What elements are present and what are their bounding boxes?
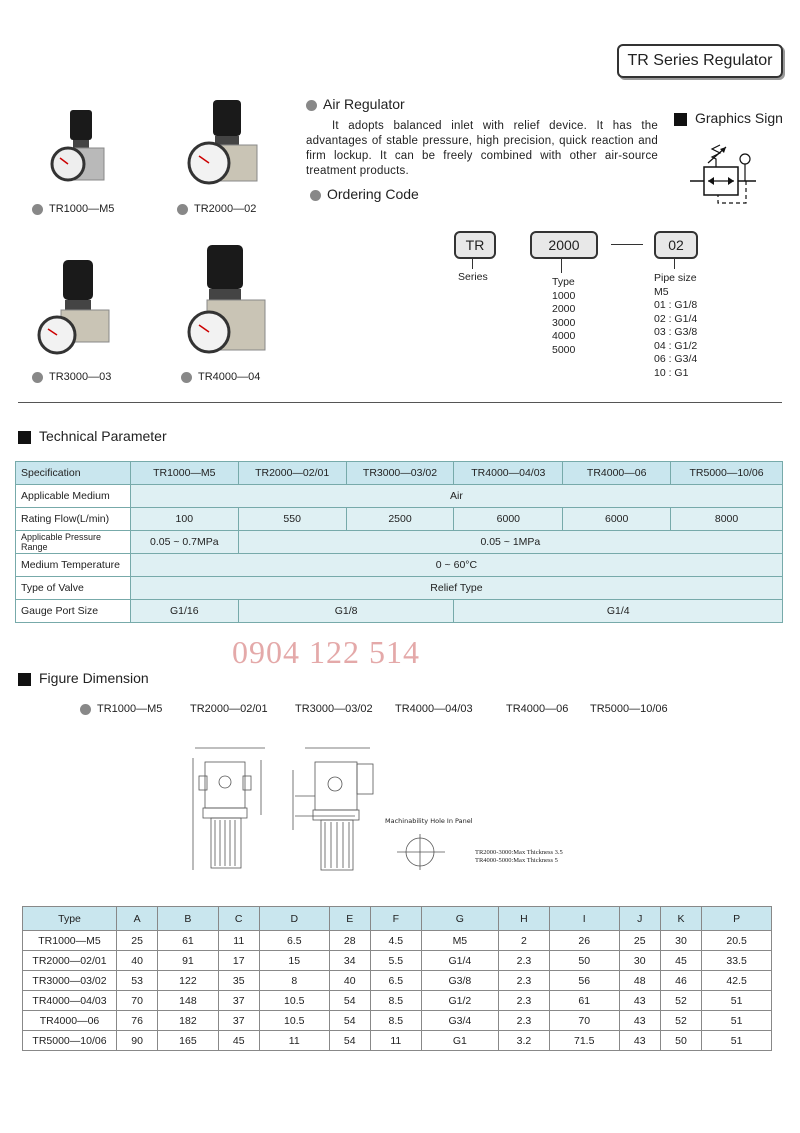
table-cell: 61	[158, 931, 218, 951]
table-cell: 10.5	[259, 1011, 329, 1031]
table-cell: M5	[421, 931, 498, 951]
dimension-drawing-front	[185, 740, 275, 880]
air-regulator-heading: Air Regulator	[306, 96, 405, 112]
table-cell: 28	[329, 931, 370, 951]
table-row: Rating Flow(L/min) 100 550 2500 6000 6000 8000	[16, 508, 783, 531]
connector-line	[674, 259, 675, 269]
table-cell: 4.5	[370, 931, 421, 951]
table-row	[23, 971, 772, 991]
table-cell: G1/4	[421, 951, 498, 971]
table-cell: 2.3	[499, 971, 550, 991]
type-list: Type 1000 2000 3000 4000 5000	[552, 276, 576, 356]
figure-model-3: TR3000—03/02	[295, 703, 373, 715]
table-cell: 54	[329, 991, 370, 1011]
technical-parameter-heading: Technical Parameter	[18, 428, 167, 444]
figure-model-1: TR1000—M5	[80, 703, 162, 715]
table-cell: 43	[619, 991, 660, 1011]
table-cell: 2.3	[499, 991, 550, 1011]
table-cell: 26	[549, 931, 619, 951]
code-dash	[611, 244, 643, 245]
table-cell: 148	[158, 991, 218, 1011]
table-cell: 122	[158, 971, 218, 991]
table-cell: 17	[218, 951, 259, 971]
dimension-drawing-side	[285, 740, 385, 880]
figure-model-2: TR2000—02/01	[190, 703, 268, 715]
table-cell: 51	[702, 991, 772, 1011]
table-row: Specification TR1000—M5 TR2000—02/01 TR3000—03/02 TR4000—04/03 TR4000—06 TR5000—10/06	[16, 462, 783, 485]
table-cell: 56	[549, 971, 619, 991]
panel-hole-drawing	[395, 832, 455, 872]
code-type-box: 2000	[530, 231, 598, 259]
table-cell: 54	[329, 1011, 370, 1031]
pipe-size-list: Pipe size M5 01 : G1/8 02 : G1/4 03 : G3/8 04 : G1/2 06 : G3/4 10 : G1	[654, 272, 698, 379]
product-caption-2: TR2000—02	[177, 203, 256, 215]
bullet-icon	[306, 100, 317, 111]
square-bullet-icon	[18, 673, 31, 686]
page-title: TR Series Regulator	[617, 44, 783, 78]
figure-dimension-heading: Figure Dimension	[18, 670, 149, 686]
table-cell: 51	[702, 1031, 772, 1051]
table-cell: TR2000—02/01	[23, 951, 117, 971]
table-header-row: Type A B C D E F G H I J K P	[23, 907, 772, 931]
table-cell: 6.5	[370, 971, 421, 991]
table-cell: 25	[619, 931, 660, 951]
bullet-icon	[310, 190, 321, 201]
table-cell: 45	[218, 1031, 259, 1051]
square-bullet-icon	[18, 431, 31, 444]
regulator-image-tr2000	[185, 95, 275, 200]
table-cell: 3.2	[499, 1031, 550, 1051]
table-cell: 53	[117, 971, 158, 991]
table-cell: 2	[499, 931, 550, 951]
table-cell: 71.5	[549, 1031, 619, 1051]
connector-line	[561, 259, 562, 273]
ordering-code-heading: Ordering Code	[310, 186, 419, 202]
table-cell: 70	[549, 1011, 619, 1031]
table-cell: TR4000—06	[23, 1011, 117, 1031]
table-cell: 25	[117, 931, 158, 951]
table-cell: 70	[117, 991, 158, 1011]
regulator-image-tr4000	[185, 240, 275, 365]
table-cell: 30	[660, 931, 701, 951]
figure-model-4: TR4000—04/03	[395, 703, 473, 715]
table-cell: 33.5	[702, 951, 772, 971]
panel-hole-label: Machinability Hole In Panel	[385, 817, 473, 825]
table-cell: 8	[259, 971, 329, 991]
figure-model-5: TR4000—06	[506, 703, 569, 715]
watermark-phone: 0904 122 514	[232, 634, 420, 670]
table-row: Gauge Port Size G1/16 G1/8 G1/4	[16, 600, 783, 623]
table-cell: 165	[158, 1031, 218, 1051]
table-cell: 34	[329, 951, 370, 971]
product-caption-3: TR3000—03	[32, 371, 111, 383]
table-cell: 37	[218, 991, 259, 1011]
table-row	[23, 1011, 772, 1031]
table-cell: 43	[619, 1011, 660, 1031]
table-cell: 50	[549, 951, 619, 971]
code-pipe-box: 02	[654, 231, 698, 259]
table-row	[23, 991, 772, 1011]
table-cell: TR5000—10/06	[23, 1031, 117, 1051]
divider	[18, 402, 782, 403]
table-cell: 30	[619, 951, 660, 971]
table-cell: 40	[117, 951, 158, 971]
table-row: Type of Valve Relief Type	[16, 577, 783, 600]
table-cell: G3/8	[421, 971, 498, 991]
series-label: Series	[458, 271, 488, 283]
table-cell: 11	[218, 931, 259, 951]
table-cell: 90	[117, 1031, 158, 1051]
regulator-symbol-icon	[690, 143, 780, 211]
table-cell: TR1000—M5	[23, 931, 117, 951]
bullet-icon	[32, 372, 43, 383]
air-regulator-description: It adopts balanced inlet with relief device. It has the advantages of stable pressure, high precision, quick reaction and firm lockup. It can be freely combined with other air-source treatment products.	[306, 120, 658, 177]
table-cell: 6.5	[259, 931, 329, 951]
square-bullet-icon	[674, 113, 687, 126]
bullet-icon	[181, 372, 192, 383]
table-cell: 2.3	[499, 1011, 550, 1031]
table-cell: 45	[660, 951, 701, 971]
table-cell: TR4000—04/03	[23, 991, 117, 1011]
table-cell: 51	[702, 1011, 772, 1031]
table-cell: G3/4	[421, 1011, 498, 1031]
table-cell: 76	[117, 1011, 158, 1031]
product-caption-4: TR4000—04	[181, 371, 260, 383]
table-cell: TR3000—03/02	[23, 971, 117, 991]
table-row	[23, 1031, 772, 1051]
table-row: Applicable Medium Air	[16, 485, 783, 508]
table-row	[23, 931, 772, 951]
bullet-icon	[80, 704, 91, 715]
table-cell: 91	[158, 951, 218, 971]
table-row	[23, 951, 772, 971]
table-cell: 54	[329, 1031, 370, 1051]
table-cell: 11	[370, 1031, 421, 1051]
table-cell: 52	[660, 1011, 701, 1031]
bullet-icon	[32, 204, 43, 215]
product-caption-1: TR1000—M5	[32, 203, 114, 215]
figure-model-6: TR5000—10/06	[590, 703, 668, 715]
table-cell: 8.5	[370, 991, 421, 1011]
regulator-image-tr1000	[40, 100, 120, 200]
table-cell: G1/2	[421, 991, 498, 1011]
table-cell: 48	[619, 971, 660, 991]
bullet-icon	[177, 204, 188, 215]
table-row: Applicable Pressure Range 0.05 ~ 0.7MPa 0.05 ~ 1MPa	[16, 531, 783, 554]
table-cell: 40	[329, 971, 370, 991]
table-cell: 15	[259, 951, 329, 971]
thickness-notes: TR2000-3000:Max Thickness 3.5 TR4000-5000:Max Thickness 5	[475, 849, 563, 864]
table-cell: 5.5	[370, 951, 421, 971]
table-cell: 35	[218, 971, 259, 991]
table-cell: 52	[660, 991, 701, 1011]
table-cell: G1	[421, 1031, 498, 1051]
technical-parameter-table	[15, 461, 783, 623]
table-cell: 10.5	[259, 991, 329, 1011]
table-cell: 46	[660, 971, 701, 991]
table-cell: 43	[619, 1031, 660, 1051]
code-series-box: TR	[454, 231, 496, 259]
table-cell: 61	[549, 991, 619, 1011]
connector-line	[472, 259, 473, 269]
dimension-table	[22, 906, 772, 1051]
table-cell: 182	[158, 1011, 218, 1031]
table-row: Medium Temperature 0 ~ 60°C	[16, 554, 783, 577]
table-cell: 50	[660, 1031, 701, 1051]
regulator-image-tr3000	[35, 255, 120, 365]
table-cell: 37	[218, 1011, 259, 1031]
table-cell: 42.5	[702, 971, 772, 991]
table-cell: 8.5	[370, 1011, 421, 1031]
graphics-sign-heading: Graphics Sign	[674, 110, 783, 126]
table-cell: 20.5	[702, 931, 772, 951]
table-cell: 11	[259, 1031, 329, 1051]
table-cell: 2.3	[499, 951, 550, 971]
